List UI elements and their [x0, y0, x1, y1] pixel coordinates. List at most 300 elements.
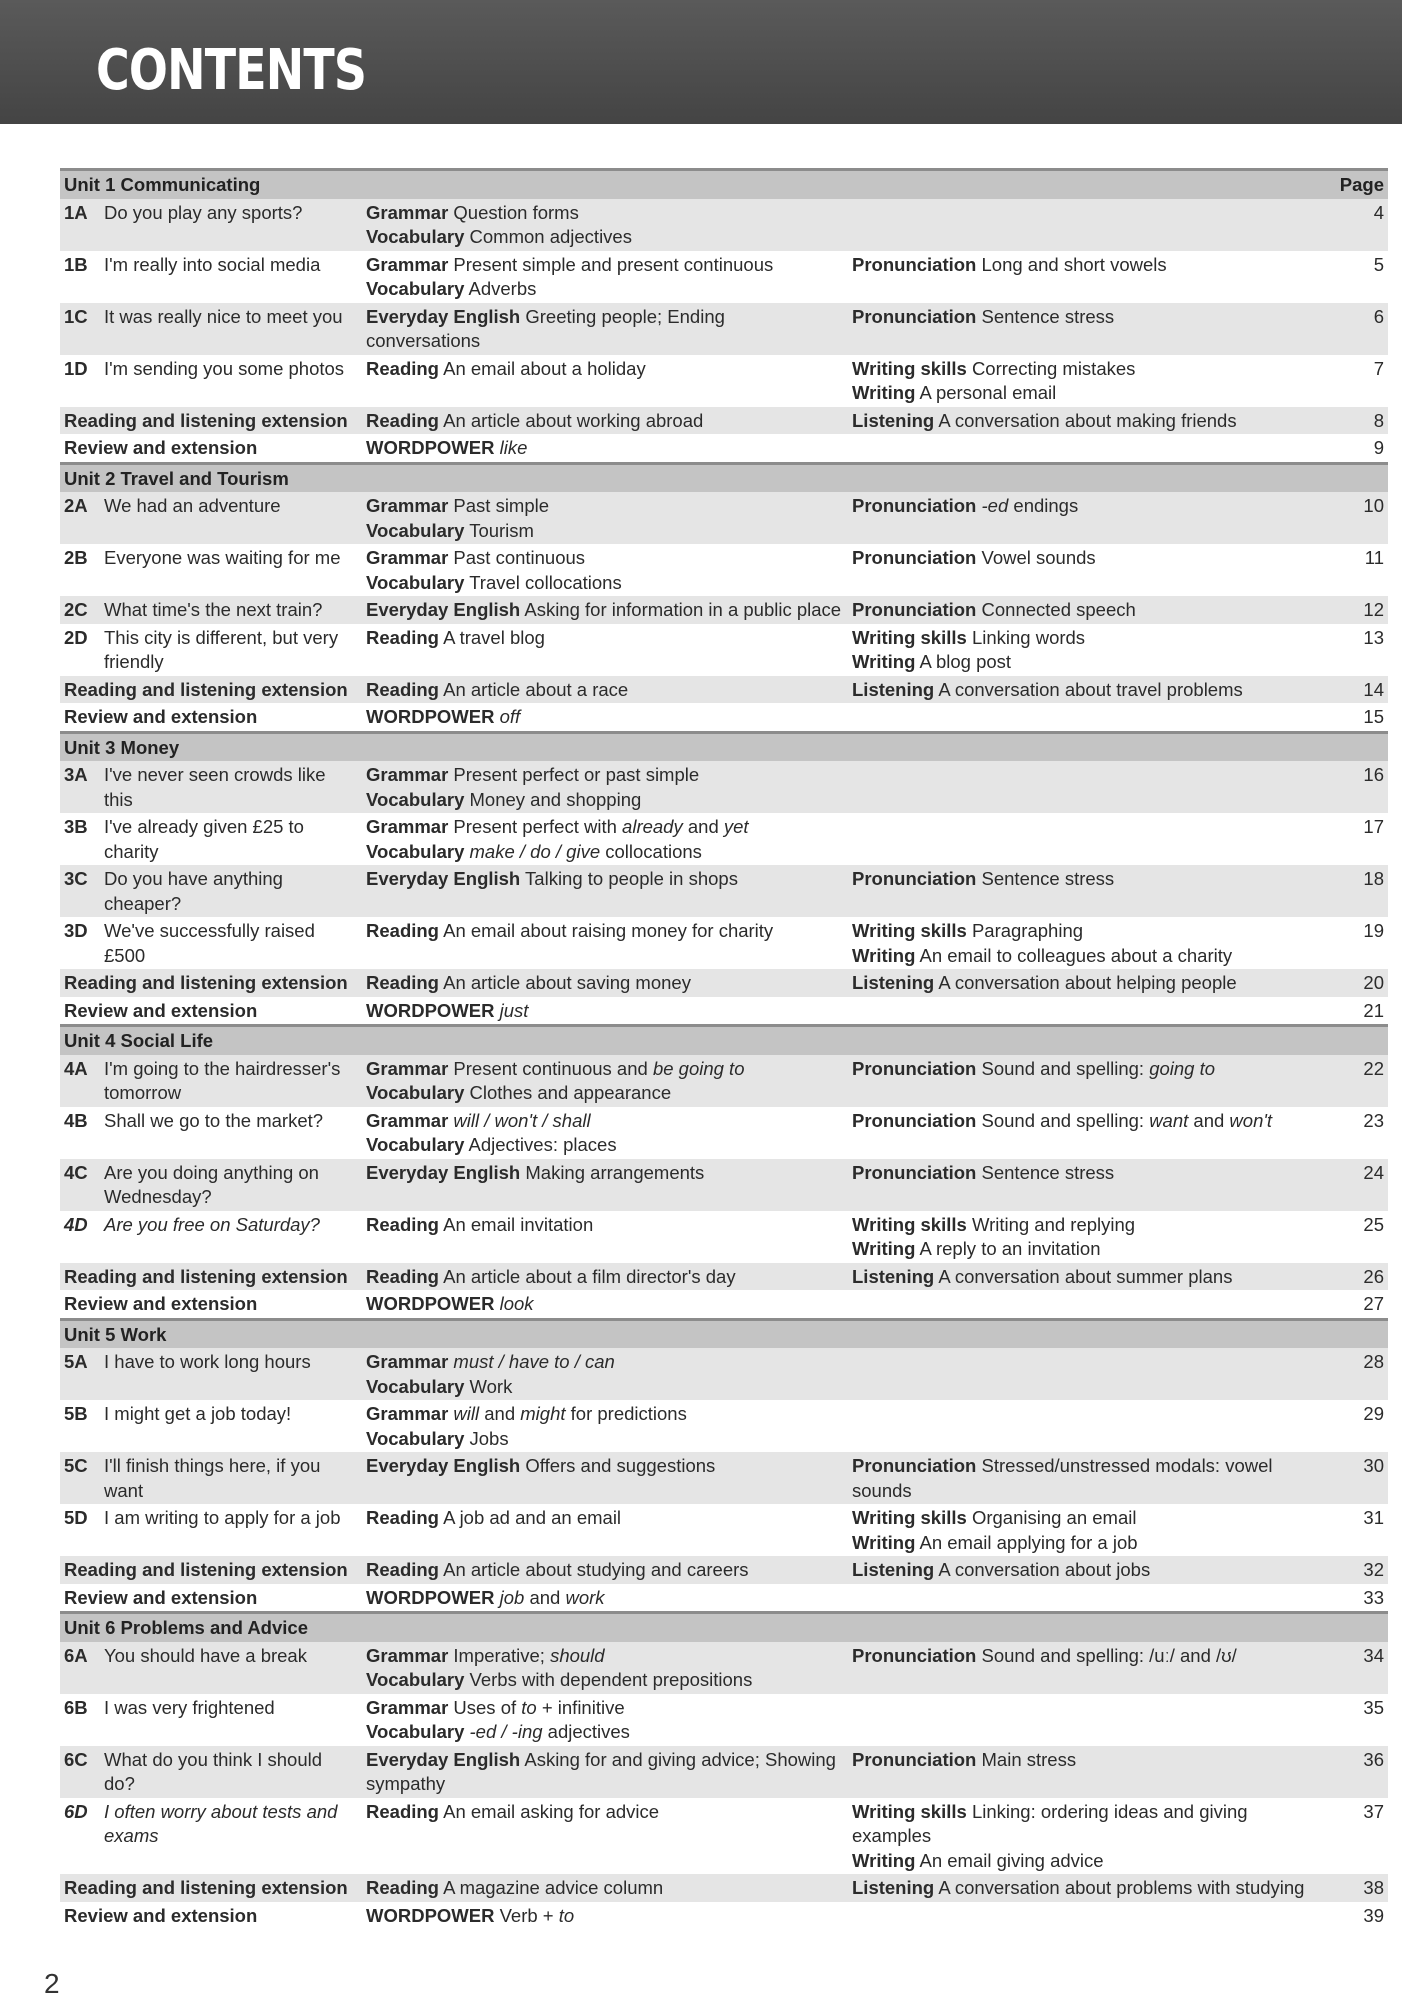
skill-text: A conversation about summer plans [938, 1265, 1233, 1287]
skill-text: going to [1149, 1057, 1216, 1079]
lesson-row [60, 1504, 1388, 1556]
page-ref: 27 [1363, 1293, 1384, 1314]
lesson-title: Are you free on Saturday? [104, 1213, 320, 1235]
skill-text: and [1193, 1109, 1225, 1131]
focus-label: Reading [366, 1265, 439, 1287]
lesson-focus [362, 624, 848, 676]
focus-text: Uses of [453, 1696, 517, 1718]
skill-label: Writing [852, 382, 916, 403]
lesson-skills [848, 1556, 1333, 1584]
lesson-title: I've already given £25 to charity [104, 816, 304, 862]
page-ref: 23 [1363, 1109, 1384, 1131]
skill-text: endings [1013, 495, 1079, 516]
page-ref: 31 [1363, 1507, 1384, 1528]
lesson-focus [362, 1504, 848, 1556]
lesson-focus [362, 596, 848, 624]
lesson-code: 5A [60, 1348, 100, 1400]
focus-text: Present simple and present continuous [453, 253, 774, 275]
lesson-code: 1D [64, 357, 88, 379]
focus-text: An article about studying and careers [443, 1559, 749, 1580]
focus-label: Grammar [366, 816, 449, 837]
lesson-row [60, 1452, 1388, 1504]
focus-label: Everyday English [366, 305, 521, 327]
focus-text: Asking for and giving advice; Showing sympathy [366, 1748, 836, 1794]
lesson-skills [848, 1159, 1333, 1211]
lesson-title: I have to work long hours [100, 1348, 362, 1400]
page-ref: 28 [1333, 1348, 1388, 1400]
lesson-code: 2C [60, 596, 100, 624]
focus-label: Reading [366, 626, 439, 648]
lesson-title: Are you doing anything on Wednesday? [100, 1159, 362, 1211]
review-row [60, 1902, 1388, 1930]
skill-text: Sound and spelling: /uː/ and /ʊ/ [981, 1644, 1237, 1666]
lesson-title: I often worry about tests and exams [104, 1800, 338, 1846]
focus-text: Present perfect with [453, 816, 617, 837]
focus-text: might [520, 1403, 566, 1424]
focus-label: Vocabulary [366, 788, 465, 810]
lesson-focus [362, 969, 848, 997]
focus-label: Grammar [366, 253, 449, 275]
page-ref: 11 [1364, 547, 1384, 568]
skill-text: Organising an email [971, 1507, 1137, 1528]
focus-text: An article about working abroad [443, 409, 704, 431]
page-column-heading: Page [1333, 170, 1388, 199]
lesson-skills [848, 1642, 1333, 1694]
page-ref: 39 [1363, 1904, 1384, 1926]
lesson-focus [362, 1107, 848, 1159]
focus-text: and [687, 816, 719, 837]
lesson-focus [362, 1211, 848, 1263]
lesson-skills [848, 407, 1333, 435]
lesson-title: It was really nice to meet you [100, 303, 362, 355]
focus-text: Verb + [499, 1904, 554, 1926]
review-row [60, 1290, 1388, 1319]
extension-row [60, 676, 1388, 704]
lesson-title: I'll finish things here, if you want [100, 1452, 362, 1504]
lesson-focus [362, 676, 848, 704]
focus-label: WORDPOWER [366, 1904, 495, 1926]
focus-label: Vocabulary [366, 1082, 465, 1103]
lesson-code: 2D [64, 626, 88, 648]
skill-label: Pronunciation [852, 1161, 977, 1183]
page-ref: 22 [1333, 1055, 1388, 1107]
skill-label: Writing [852, 651, 916, 672]
lesson-skills [848, 917, 1333, 969]
extension-title: Reading and listening extension [60, 1874, 362, 1902]
lesson-row [60, 1642, 1388, 1694]
focus-text: Money and shopping [469, 788, 642, 810]
skill-label: Writing skills [852, 1507, 967, 1528]
focus-text: like [499, 437, 528, 458]
page-ref: 9 [1373, 437, 1384, 458]
skill-label: Pronunciation [852, 1748, 977, 1770]
focus-label: Grammar [366, 547, 449, 568]
page-ref: 38 [1333, 1874, 1388, 1902]
skill-label: Pronunciation [852, 1109, 977, 1131]
focus-label: Grammar [366, 1109, 449, 1131]
extension-row [60, 407, 1388, 435]
skill-text: Connected speech [981, 599, 1136, 620]
skill-text: A conversation about jobs [938, 1559, 1151, 1580]
focus-text: for predictions [570, 1403, 687, 1424]
lesson-code: 4C [60, 1159, 100, 1211]
skill-label: Pronunciation [852, 1644, 977, 1666]
lesson-focus [362, 1055, 848, 1107]
lesson-skills [848, 1263, 1333, 1291]
lesson-row [60, 303, 1388, 355]
lesson-focus [362, 1694, 848, 1746]
focus-text: and [484, 1403, 516, 1424]
focus-text: should [550, 1644, 605, 1666]
focus-label: Everyday English [366, 1161, 521, 1183]
focus-label: Vocabulary [366, 1134, 465, 1155]
lesson-skills [848, 1452, 1333, 1504]
lesson-code: 3D [64, 920, 88, 941]
lesson-code: 1C [60, 303, 100, 355]
lesson-code: 6A [60, 1642, 100, 1694]
focus-label: WORDPOWER [366, 706, 495, 727]
lesson-skills [848, 1584, 1333, 1613]
lesson-code: 6B [64, 1696, 88, 1718]
extension-title: Reading and listening extension [60, 1556, 362, 1584]
extension-row [60, 1263, 1388, 1291]
lesson-row [60, 1400, 1388, 1452]
focus-text: Jobs [469, 1427, 509, 1449]
skill-label: Writing [852, 1238, 916, 1259]
skill-label: Pronunciation [852, 1455, 977, 1476]
skill-text: Sentence stress [981, 305, 1115, 327]
skill-text: A blog post [919, 651, 1012, 672]
focus-text: Common adjectives [469, 226, 632, 247]
focus-label: Vocabulary [366, 840, 465, 862]
page-ref: 15 [1363, 706, 1384, 727]
review-title: Review and extension [64, 706, 258, 727]
page-ref: 6 [1333, 303, 1388, 355]
focus-text: Making arrangements [525, 1161, 705, 1183]
review-title: Review and extension [64, 437, 258, 458]
focus-text: A magazine advice column [443, 1877, 664, 1898]
focus-text: Adverbs [468, 278, 537, 299]
lesson-focus [362, 703, 848, 732]
skill-text: Linking: ordering ideas and giving examples [852, 1800, 1248, 1846]
unit-heading: Unit 2 Travel and Tourism [60, 463, 1388, 492]
lesson-focus [362, 1798, 848, 1875]
page-ref: 12 [1333, 596, 1388, 624]
lesson-row [60, 596, 1388, 624]
lesson-skills [848, 1055, 1333, 1107]
skill-label: Pronunciation [852, 253, 977, 275]
lesson-row [60, 544, 1388, 596]
focus-label: Reading [366, 357, 439, 379]
page-ref: 34 [1333, 1642, 1388, 1694]
page-ref: 18 [1333, 865, 1388, 917]
lesson-focus [362, 1263, 848, 1291]
focus-label: Grammar [366, 1696, 449, 1718]
lesson-code: 2B [64, 547, 88, 568]
lesson-title: Shall we go to the market? [104, 1109, 324, 1131]
lesson-skills [848, 813, 1333, 865]
lesson-code: 6D [64, 1800, 88, 1822]
skill-text: Correcting mistakes [971, 357, 1136, 379]
focus-text: Work [469, 1375, 513, 1397]
focus-label: Grammar [366, 764, 449, 785]
skill-text: Vowel sounds [981, 547, 1096, 568]
unit-heading-row [60, 463, 1388, 492]
review-title: Review and extension [64, 999, 258, 1021]
focus-text: already [622, 816, 683, 837]
focus-text: work [565, 1586, 605, 1608]
skill-label: Listening [852, 1877, 935, 1898]
focus-text: and [529, 1586, 561, 1608]
lesson-title: Do you have anything cheaper? [100, 865, 362, 917]
skill-label: Writing skills [852, 626, 967, 648]
lesson-title: I was very frightened [104, 1696, 275, 1718]
skill-text: Main stress [981, 1748, 1077, 1770]
skill-label: Pronunciation [852, 305, 977, 327]
focus-text: Present continuous and [453, 1057, 648, 1079]
lesson-row [60, 761, 1388, 813]
page-ref: 10 [1333, 492, 1388, 544]
skill-text: An email applying for a job [919, 1531, 1138, 1553]
page-ref: 37 [1363, 1800, 1384, 1822]
skill-label: Writing [852, 944, 916, 966]
page-ref: 14 [1333, 676, 1388, 704]
lesson-skills [848, 703, 1333, 732]
focus-text: look [499, 1293, 534, 1314]
extension-title: Reading and listening extension [60, 676, 362, 704]
focus-text: Past simple [453, 495, 550, 516]
page-ref: 20 [1333, 969, 1388, 997]
focus-label: Reading [366, 1800, 439, 1822]
unit-heading-row [60, 170, 1388, 199]
lesson-title: We've successfully raised £500 [104, 920, 315, 966]
lesson-skills [848, 624, 1333, 676]
focus-label: Reading [366, 1877, 439, 1898]
lesson-row [60, 1348, 1388, 1400]
focus-text: Talking to people in shops [525, 868, 738, 889]
lesson-focus [362, 997, 848, 1026]
focus-text: will [453, 1403, 480, 1424]
focus-label: Everyday English [366, 1455, 521, 1476]
focus-label: Reading [366, 1507, 439, 1528]
skill-text: Sentence stress [981, 1161, 1115, 1183]
lesson-code: 3C [60, 865, 100, 917]
header-banner [0, 0, 1402, 124]
skill-text: Writing and replying [971, 1213, 1136, 1235]
lesson-row [60, 355, 1388, 407]
focus-text: Adjectives: places [468, 1134, 617, 1155]
focus-text: Asking for information in a public place [524, 599, 842, 620]
lesson-row [60, 1159, 1388, 1211]
skill-text: -ed [981, 495, 1009, 516]
focus-text: An article about a film director's day [443, 1265, 736, 1287]
page-ref: 13 [1363, 626, 1384, 648]
focus-label: Grammar [366, 1403, 449, 1424]
lesson-focus [362, 434, 848, 463]
skill-text: A conversation about problems with studying [938, 1877, 1305, 1898]
focus-text: Clothes and appearance [469, 1082, 672, 1103]
lesson-row [60, 1107, 1388, 1159]
lesson-skills [848, 596, 1333, 624]
review-title: Review and extension [64, 1586, 258, 1608]
focus-text: adjectives [547, 1721, 630, 1742]
lesson-row [60, 1746, 1388, 1798]
skill-text: Stressed/unstressed modals: vowel sounds [852, 1455, 1273, 1501]
lesson-skills [848, 434, 1333, 463]
page-ref: 5 [1373, 253, 1384, 275]
review-row [60, 434, 1388, 463]
focus-text: make / do / give [469, 840, 601, 862]
focus-text: An article about a race [443, 678, 629, 700]
lesson-row [60, 199, 1388, 251]
lesson-title: I'm sending you some photos [104, 357, 345, 379]
lesson-row [60, 492, 1388, 544]
skill-label: Writing skills [852, 920, 967, 941]
focus-text: An email about raising money for charity [443, 920, 774, 941]
page-ref: 26 [1333, 1263, 1388, 1291]
unit-heading: Unit 1 Communicating [60, 170, 1333, 199]
focus-text: A travel blog [443, 626, 545, 648]
focus-text: to [558, 1904, 575, 1926]
lesson-row [60, 917, 1388, 969]
lesson-code: 3B [64, 816, 88, 837]
lesson-code: 5C [60, 1452, 100, 1504]
skill-text: A conversation about making friends [938, 409, 1237, 431]
skill-text: An email to colleagues about a charity [919, 944, 1233, 966]
lesson-skills [848, 199, 1333, 251]
lesson-focus [362, 1452, 848, 1504]
focus-text: Past continuous [453, 547, 586, 568]
lesson-focus [362, 199, 848, 251]
page-ref: 32 [1333, 1556, 1388, 1584]
focus-text: -ed / -ing [469, 1721, 543, 1742]
page-ref: 35 [1363, 1696, 1384, 1718]
lesson-focus [362, 1400, 848, 1452]
unit-heading-row [60, 732, 1388, 761]
focus-label: Grammar [366, 1644, 449, 1666]
skill-text: Linking words [971, 626, 1086, 648]
page-ref: 29 [1363, 1403, 1384, 1424]
lesson-row [60, 1211, 1388, 1263]
lesson-skills [848, 1746, 1333, 1798]
focus-label: Vocabulary [366, 1427, 465, 1449]
skill-text: Sound and spelling: [981, 1109, 1145, 1131]
lesson-code: 6C [60, 1746, 100, 1798]
review-title: Review and extension [64, 1904, 258, 1926]
focus-label: Everyday English [366, 599, 521, 620]
lesson-focus [362, 1159, 848, 1211]
skill-text: A conversation about travel problems [938, 678, 1243, 700]
lesson-focus [362, 1556, 848, 1584]
lesson-code: 1A [60, 199, 100, 251]
lesson-focus [362, 355, 848, 407]
focus-text: Tourism [469, 519, 534, 541]
focus-label: Vocabulary [366, 1669, 465, 1690]
focus-text: off [499, 706, 521, 727]
page-ref: 30 [1333, 1452, 1388, 1504]
lesson-title: I might get a job today! [104, 1403, 292, 1424]
page-ref: 8 [1333, 407, 1388, 435]
focus-label: Vocabulary [366, 278, 465, 299]
lesson-skills [848, 251, 1333, 303]
focus-text: just [499, 999, 529, 1021]
lesson-focus [362, 544, 848, 596]
skill-label: Pronunciation [852, 1057, 977, 1079]
focus-text: must / have to / can [453, 1351, 615, 1372]
focus-label: Grammar [366, 1057, 449, 1079]
lesson-code: 5B [64, 1403, 88, 1424]
skill-label: Pronunciation [852, 547, 977, 568]
skill-label: Listening [852, 1559, 935, 1580]
extension-row [60, 1556, 1388, 1584]
page-ref: 21 [1363, 999, 1384, 1021]
lesson-code: 4B [64, 1109, 88, 1131]
focus-text: Greeting people; Ending conversations [366, 305, 725, 351]
extension-title: Reading and listening extension [60, 1263, 362, 1291]
lesson-skills [848, 544, 1333, 596]
focus-text: yet [723, 816, 749, 837]
review-row [60, 703, 1388, 732]
lesson-focus [362, 407, 848, 435]
lesson-code: 2A [60, 492, 100, 544]
lesson-title: You should have a break [100, 1642, 362, 1694]
skill-label: Listening [852, 1265, 935, 1287]
page-ref: 17 [1363, 816, 1384, 837]
skill-label: Pronunciation [852, 495, 977, 516]
extension-row [60, 969, 1388, 997]
skill-text: Paragraphing [971, 920, 1084, 941]
lesson-skills [848, 1290, 1333, 1319]
skill-label: Writing [852, 1849, 916, 1871]
lesson-focus [362, 761, 848, 813]
focus-text: be going to [652, 1057, 745, 1079]
page-ref: 33 [1363, 1586, 1384, 1608]
lesson-focus [362, 492, 848, 544]
focus-text: Imperative; [453, 1644, 545, 1666]
focus-label: Reading [366, 409, 439, 431]
focus-text: An email invitation [443, 1213, 594, 1235]
unit-heading: Unit 6 Problems and Advice [60, 1613, 1388, 1642]
focus-label: Grammar [366, 495, 449, 516]
unit-heading-row [60, 1613, 1388, 1642]
lesson-row [60, 624, 1388, 676]
lesson-title: We had an adventure [100, 492, 362, 544]
lesson-skills [848, 1694, 1333, 1746]
lesson-focus [362, 1584, 848, 1613]
focus-text: An email asking for advice [443, 1800, 660, 1822]
lesson-row [60, 1798, 1388, 1875]
lesson-row [60, 251, 1388, 303]
focus-text: Verbs with dependent prepositions [469, 1669, 753, 1690]
lesson-title: What time's the next train? [100, 596, 362, 624]
lesson-skills [848, 969, 1333, 997]
focus-label: Vocabulary [366, 226, 465, 247]
lesson-title: What do you think I should do? [100, 1746, 362, 1798]
lesson-skills [848, 492, 1333, 544]
review-row [60, 997, 1388, 1026]
focus-label: Vocabulary [366, 519, 465, 541]
lesson-row [60, 813, 1388, 865]
lesson-focus [362, 1902, 848, 1930]
page-ref: 4 [1333, 199, 1388, 251]
lesson-title: I'm going to the hairdresser's tomorrow [100, 1055, 362, 1107]
lesson-code: 5D [64, 1507, 88, 1528]
lesson-row [60, 1694, 1388, 1746]
focus-label: Vocabulary [366, 1721, 465, 1742]
focus-label: Reading [366, 678, 439, 700]
lesson-skills [848, 865, 1333, 917]
lesson-skills [848, 676, 1333, 704]
